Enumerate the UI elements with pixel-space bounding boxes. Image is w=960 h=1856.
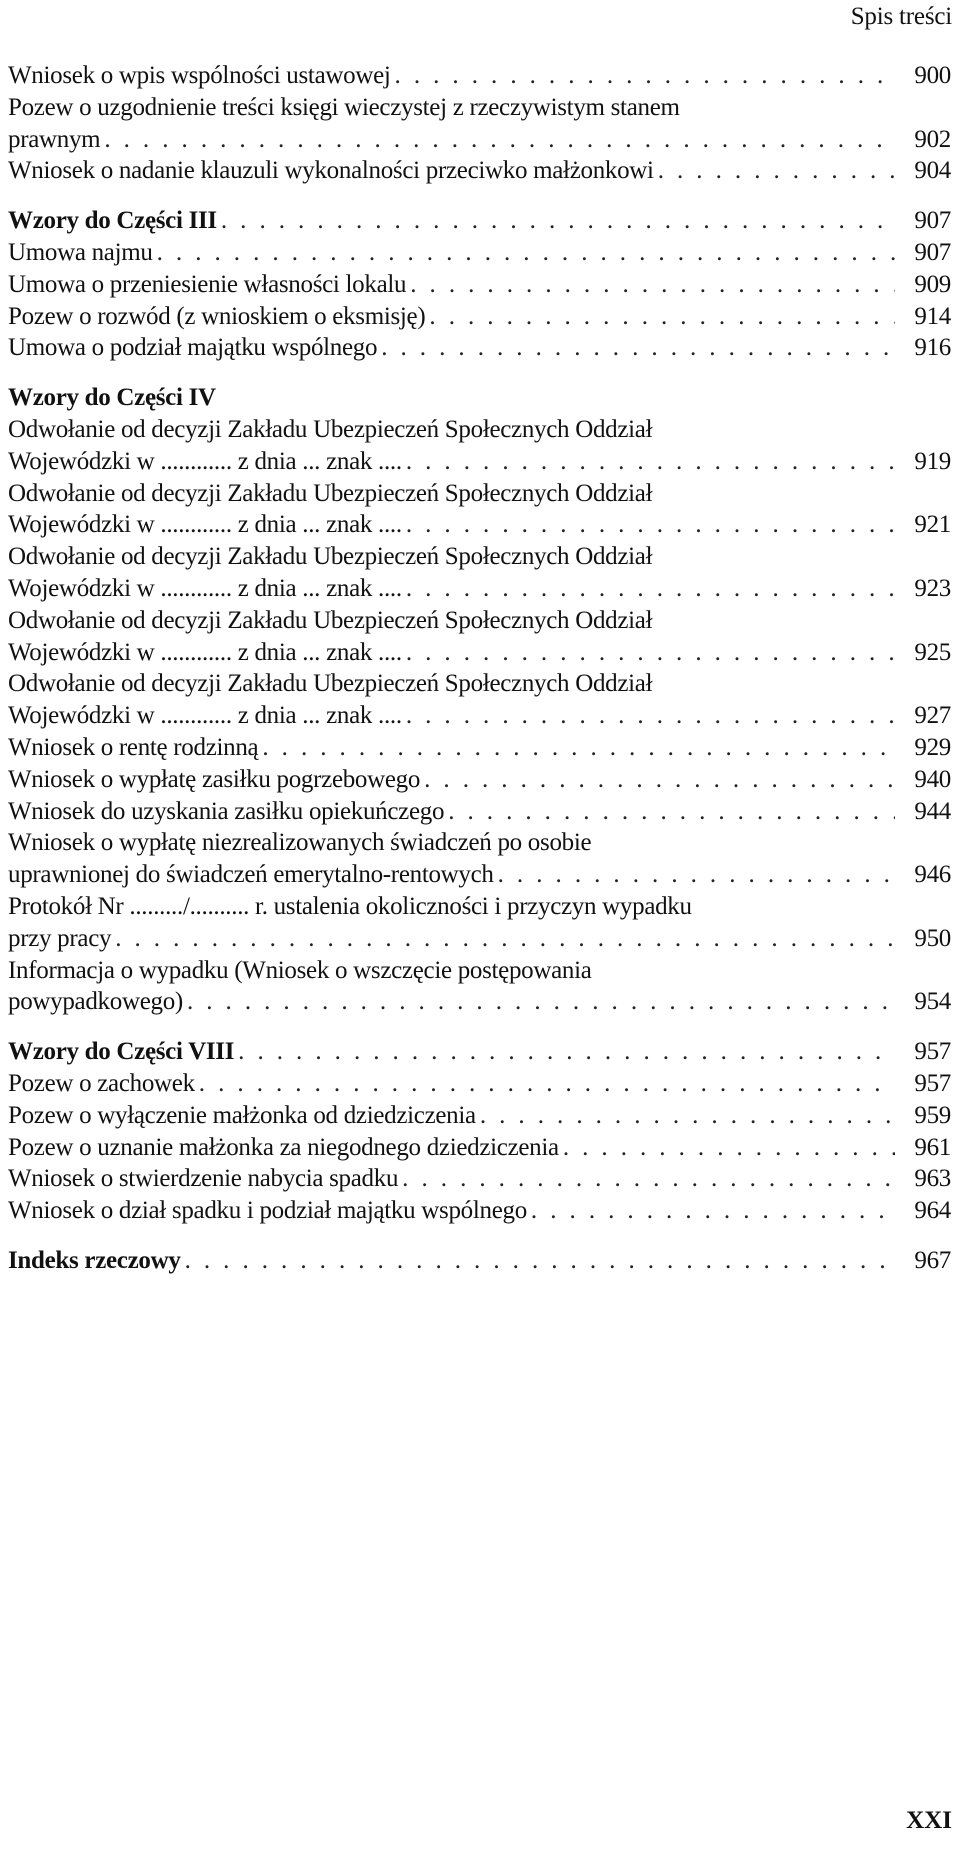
toc-entry-page: 919 <box>914 447 951 475</box>
toc-entry <box>8 796 951 828</box>
toc-entry-title: Wojewódzki w ............ z dnia ... znak .... <box>8 702 402 730</box>
toc-entry-title: przy pracy <box>8 924 112 952</box>
toc-entry-page: 950 <box>914 924 951 952</box>
toc-entry-title: Pozew o uznanie małżonka za niegodnego dziedziczenia <box>8 1133 559 1161</box>
toc-entry <box>8 859 951 891</box>
toc-leader-dots <box>424 764 895 796</box>
toc-entry <box>8 332 951 364</box>
toc-entry <box>8 1068 951 1100</box>
toc-entry <box>8 764 951 796</box>
toc-entry-page: 929 <box>914 733 951 761</box>
toc-entry-page: 957 <box>914 1069 951 1097</box>
toc-section-heading <box>8 1036 951 1068</box>
toc-leader-dots <box>406 446 895 478</box>
toc-entry-page: 923 <box>914 574 951 602</box>
toc-entry-title: Umowa o przeniesienie własności lokalu <box>8 270 407 298</box>
toc-entry-page: 900 <box>914 62 951 89</box>
toc-leader-dots <box>104 124 895 156</box>
toc-leader-dots <box>221 205 895 237</box>
toc-entry <box>8 986 951 1018</box>
toc-section-title: Wzory do Części IV <box>8 384 216 412</box>
toc-leader-dots <box>410 269 895 301</box>
toc-entry-title: Pozew o zachowek <box>8 1069 195 1097</box>
toc-entry-title: Protokół Nr ........./.......... r. ustalenia okoliczności i przyczyn wypadku <box>8 892 692 920</box>
toc-entry-title: Wojewódzki w ............ z dnia ... znak .... <box>8 511 402 539</box>
toc-leader-dots <box>429 301 895 333</box>
toc-leader-dots <box>406 700 895 732</box>
toc-entry-title: Wniosek o wypłatę zasiłku pogrzebowego <box>8 765 421 793</box>
toc-entry-title: Odwołanie od decyzji Zakładu Ubezpieczeń Społecznych Oddział <box>8 543 653 571</box>
toc-section-title: Wzory do Części VIII <box>8 1038 235 1066</box>
toc-entry-title: Wojewódzki w ............ z dnia ... znak .... <box>8 638 402 666</box>
toc-entry-page: 907 <box>914 238 951 266</box>
toc-entry-title: Wniosek o wypłatę niezrealizowanych świadczeń po osobie <box>8 829 592 857</box>
toc-entry-page: 909 <box>914 270 951 298</box>
toc-entry-continued <box>8 605 951 637</box>
toc-leader-dots <box>448 796 895 828</box>
toc-section-heading <box>8 205 951 237</box>
toc-leader-dots <box>498 859 895 891</box>
toc-entry-page: 904 <box>914 157 951 185</box>
toc-leader-dots <box>480 1100 895 1132</box>
toc-entry-continued <box>8 827 951 859</box>
toc-entry-continued <box>8 955 951 987</box>
toc-entry <box>8 1132 951 1164</box>
toc-entry <box>8 301 951 333</box>
toc-entry-title: Pozew o uzgodnienie treści księgi wieczystej z rzeczywistym stanem <box>8 93 680 121</box>
toc-entry-title: Odwołanie od decyzji Zakładu Ubezpieczeń Społecznych Oddział <box>8 670 653 698</box>
toc-entry-title: Wojewódzki w ............ z dnia ... znak .... <box>8 447 402 475</box>
toc-entry-page: 959 <box>914 1101 951 1129</box>
toc-entry <box>8 637 951 669</box>
toc-entry-title: Wniosek o stwierdzenie nabycia spadku <box>8 1165 399 1193</box>
toc-leader-dots <box>381 332 895 364</box>
toc-entry-title: Odwołanie od decyzji Zakładu Ubezpieczeń Społecznych Oddział <box>8 479 653 507</box>
toc-entry-page: 963 <box>914 1165 951 1193</box>
toc-section-heading <box>8 1245 951 1277</box>
toc-entry <box>8 509 951 541</box>
toc-leader-dots <box>185 1245 895 1277</box>
toc-leader-dots <box>406 637 895 669</box>
toc-entry-continued <box>8 92 951 124</box>
toc-entry-title: Umowa najmu <box>8 238 153 266</box>
toc-leader-dots <box>402 1163 895 1195</box>
toc-entry-title: Pozew o wyłączenie małżonka od dziedziczenia <box>8 1101 476 1129</box>
toc-entry <box>8 923 951 955</box>
toc-entry-continued <box>8 891 951 923</box>
toc-entry <box>8 1100 951 1132</box>
toc-section-heading <box>8 382 951 414</box>
toc-entry-page: 961 <box>914 1133 951 1161</box>
toc-entry-title: uprawnionej do świadczeń emerytalno-rentowych <box>8 861 494 889</box>
toc-entry-continued <box>8 478 951 510</box>
toc-entry <box>8 60 951 92</box>
toc-entry <box>8 573 951 605</box>
toc-entry-title: Wniosek o rentę rodzinną <box>8 733 259 761</box>
toc-entry <box>8 700 951 732</box>
toc-entry-title: Wniosek o wpis wspólności ustawowej <box>8 62 391 89</box>
toc-section-title: Indeks rzeczowy <box>8 1246 181 1274</box>
toc-entry-page: 964 <box>914 1197 951 1225</box>
toc-leader-dots <box>563 1132 895 1164</box>
toc-entry-page: 916 <box>914 334 951 362</box>
toc-entry-page: 921 <box>914 511 951 539</box>
running-header-title: Spis treści <box>850 3 952 30</box>
toc-entry-page: 927 <box>914 702 951 730</box>
toc-entry-page: 940 <box>914 765 951 793</box>
toc-entry-title: Wniosek do uzyskania zasiłku opiekuńczego <box>8 797 445 825</box>
toc-entry <box>8 1195 951 1227</box>
toc-entry <box>8 124 951 156</box>
toc-entry-page: 967 <box>914 1246 951 1274</box>
toc-entry-page: 944 <box>914 797 951 825</box>
toc-entry-continued <box>8 414 951 446</box>
toc-leader-dots <box>199 1068 895 1100</box>
toc-leader-dots <box>187 986 895 1018</box>
toc-leader-dots <box>658 155 895 187</box>
toc-entry-page: 957 <box>914 1038 951 1066</box>
toc-entry-title: Wojewódzki w ............ z dnia ... znak .... <box>8 574 402 602</box>
toc-entry-title: prawnym <box>8 125 101 153</box>
toc-section-title: Wzory do Części III <box>8 207 217 235</box>
toc-entry-page: 925 <box>914 638 951 666</box>
toc-leader-dots <box>406 573 895 605</box>
table-of-contents <box>8 60 951 1277</box>
toc-entry <box>8 732 951 764</box>
toc-leader-dots <box>531 1195 895 1227</box>
toc-entry-title: Wniosek o nadanie klauzuli wykonalności przeciwko małżonkowi <box>8 157 654 185</box>
toc-entry-page: 914 <box>914 302 951 330</box>
toc-entry <box>8 237 951 269</box>
toc-entry-continued <box>8 541 951 573</box>
toc-entry <box>8 269 951 301</box>
toc-entry-title: powypadkowego) <box>8 988 183 1016</box>
toc-leader-dots <box>115 923 895 955</box>
toc-leader-dots <box>395 60 895 92</box>
toc-entry-title: Umowa o podział majątku wspólnego <box>8 334 378 362</box>
toc-entry <box>8 155 951 187</box>
toc-entry <box>8 1163 951 1195</box>
toc-entry-page: 946 <box>914 861 951 889</box>
toc-entry-page: 954 <box>914 988 951 1016</box>
toc-entry-title: Odwołanie od decyzji Zakładu Ubezpieczeń Społecznych Oddział <box>8 606 653 634</box>
toc-entry-title: Wniosek o dział spadku i podział majątku wspólnego <box>8 1197 527 1225</box>
toc-entry-title: Pozew o rozwód (z wnioskiem o eksmisję) <box>8 302 426 330</box>
toc-entry-page: 902 <box>914 125 951 153</box>
toc-entry-page: 907 <box>914 207 951 235</box>
toc-leader-dots <box>238 1036 895 1068</box>
page-number: XXI <box>906 1807 952 1834</box>
toc-entry-title: Informacja o wypadku (Wniosek o wszczęcie postępowania <box>8 956 592 984</box>
toc-entry <box>8 446 951 478</box>
toc-leader-dots <box>157 237 895 269</box>
toc-entry-continued <box>8 668 951 700</box>
toc-leader-dots <box>262 732 895 764</box>
toc-leader-dots <box>406 509 895 541</box>
toc-entry-title: Odwołanie od decyzji Zakładu Ubezpieczeń Społecznych Oddział <box>8 415 653 443</box>
